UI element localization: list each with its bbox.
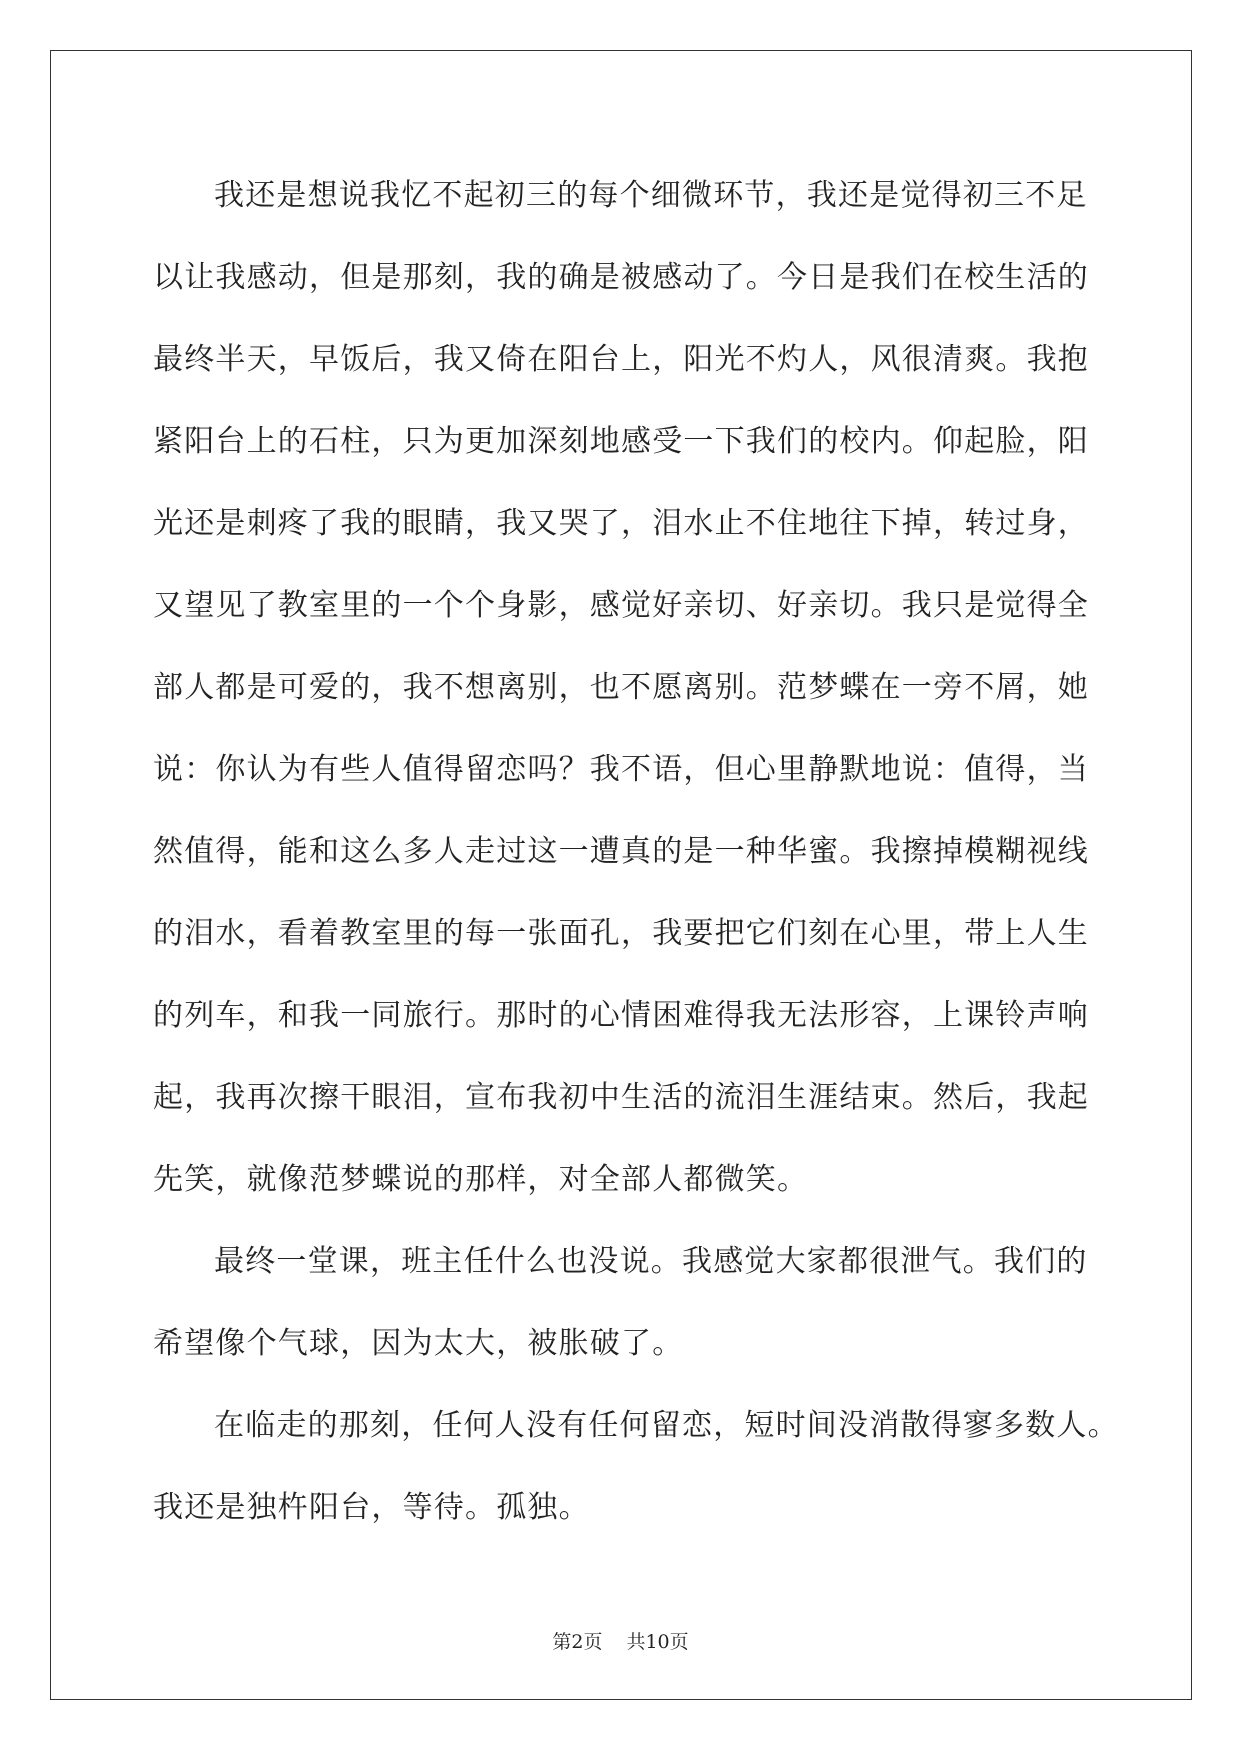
page-total: 共10页 — [626, 1631, 689, 1653]
text-line: 最终半天，早饭后，我又倚在阳台上，阳光不灼人，风很清爽。我抱 — [153, 342, 1089, 377]
text-line: 的泪水，看着教室里的每一张面孔，我要把它们刻在心里，带上人生 — [153, 916, 1089, 951]
text-line: 在临走的那刻，任何人没有任何留恋，短时间没消散得寥多数人。 — [214, 1408, 1119, 1443]
paragraph-3 — [153, 1385, 1119, 1549]
page-number: 第2页 — [552, 1631, 603, 1653]
page-footer — [0, 1627, 1241, 1654]
text-line: 部人都是可爱的，我不想离别，也不愿离别。范梦蝶在一旁不屑，她 — [153, 670, 1089, 705]
text-line: 我还是想说我忆不起初三的每个细微环节，我还是觉得初三不足 — [214, 178, 1088, 213]
text-line: 先笑，就像范梦蝶说的那样，对全部人都微笑。 — [153, 1162, 809, 1197]
text-line: 最终一堂课，班主任什么也没说。我感觉大家都很泄气。我们的 — [214, 1244, 1088, 1279]
text-line: 我还是独杵阳台，等待。孤独。 — [153, 1490, 590, 1525]
text-line: 然值得，能和这么多人走过这一遭真的是一种华蜜。我擦掉模糊视线 — [153, 834, 1089, 869]
document-body — [153, 155, 1119, 1549]
text-line: 说：你认为有些人值得留恋吗？我不语，但心里静默地说：值得，当 — [153, 752, 1089, 787]
text-line: 紧阳台上的石柱，只为更加深刻地感受一下我们的校内。仰起脸，阳 — [153, 424, 1089, 459]
text-line: 的列车，和我一同旅行。那时的心情困难得我无法形容，上课铃声响 — [153, 998, 1089, 1033]
text-line: 光还是刺疼了我的眼睛，我又哭了，泪水止不住地往下掉，转过身， — [153, 506, 1089, 541]
text-line: 以让我感动，但是那刻，我的确是被感动了。今日是我们在校生活的 — [153, 260, 1089, 295]
text-line: 希望像个气球，因为太大，被胀破了。 — [153, 1326, 684, 1361]
paragraph-2 — [153, 1221, 1093, 1385]
text-line: 又望见了教室里的一个个身影，感觉好亲切、好亲切。我只是觉得全 — [153, 588, 1089, 623]
text-line: 起，我再次擦干眼泪，宣布我初中生活的流泪生涯结束。然后，我起 — [153, 1080, 1089, 1115]
paragraph-1 — [153, 155, 1093, 1221]
